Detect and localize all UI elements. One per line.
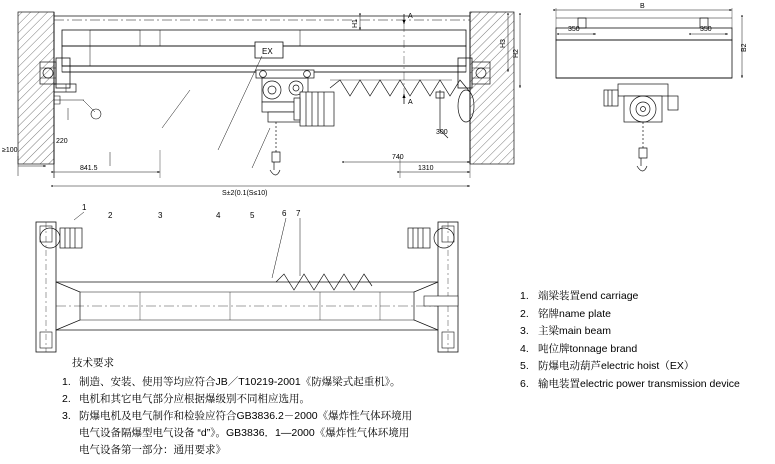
legend-item-number: 4. xyxy=(520,342,529,355)
callout-3-front: 3 xyxy=(158,211,163,220)
note-text: 制造、安装、使用等均应符合JB／T10219-2001《防爆梁式起重机》。 xyxy=(79,376,401,388)
dim-1310: 1310 xyxy=(418,165,434,172)
note-continuation-line: 电气设备第一部分：通用要求》 xyxy=(79,444,226,456)
dim-740: 740 xyxy=(392,154,404,161)
dim-span: S±2(0.1(S≤10) xyxy=(222,190,268,197)
dim-841-5: 841.5 xyxy=(80,165,98,172)
note-item xyxy=(62,391,462,408)
legend-item xyxy=(520,288,770,306)
callout-4-front: 4 xyxy=(216,211,221,220)
note-number: 3. xyxy=(62,410,71,422)
dim-h1: H1 xyxy=(352,19,359,28)
note-number: 2. xyxy=(62,393,71,405)
note-item xyxy=(62,408,462,425)
callout-2-front: 2 xyxy=(108,211,113,220)
legend-item-label: 输电装置electric power transmission device xyxy=(538,377,740,390)
legend-item xyxy=(520,376,770,394)
callout-6-plan: 6 xyxy=(282,209,287,218)
part-legend xyxy=(520,288,770,393)
note-text: 防爆电机及电气制作和检验应符合GB3836.2－2000《爆炸性气体环境用 xyxy=(79,410,413,422)
dim-300: 300 xyxy=(436,129,448,136)
dim-220: 220 xyxy=(56,138,68,145)
legend-item xyxy=(520,323,770,341)
technical-requirements-block xyxy=(62,355,462,459)
legend-item xyxy=(520,306,770,324)
note-item xyxy=(62,374,462,391)
legend-item-number: 3. xyxy=(520,325,529,337)
label-ex-plate: EX xyxy=(262,47,273,56)
legend-item-label: 主梁main beam xyxy=(538,325,611,337)
callout-7-plan: 7 xyxy=(296,209,301,218)
legend-item-number: 5. xyxy=(520,360,529,372)
note-number: 1. xyxy=(62,376,71,388)
notes-title: 技术要求 xyxy=(72,357,114,369)
legend-item-label: 端梁装置end carriage xyxy=(538,290,639,302)
legend-item-label: 吨位牌tonnage brand xyxy=(538,342,638,355)
dim-ge100: ≥100 xyxy=(2,147,18,154)
dim-b: B xyxy=(640,3,645,10)
legend-item-label: 铭牌name plate xyxy=(538,307,611,320)
dim-b2: B2 xyxy=(741,43,748,52)
note-continuation-line: 电气设备隔爆型电气设备 “d”》。GB3836．1—2000《爆炸性气体环境用 xyxy=(79,427,410,439)
legend-item-label: 防爆电动葫芦electric hoist（EX） xyxy=(538,360,695,372)
note-text: 电机和其它电气部分应根据爆级别不同相应选用。 xyxy=(79,393,310,405)
callout-1-plan: 1 xyxy=(82,203,87,212)
dim-350-left: 350 xyxy=(568,26,580,33)
legend-item-number: 2. xyxy=(520,307,529,320)
callout-5-front: 5 xyxy=(250,211,255,220)
dim-h3: H3 xyxy=(500,39,507,48)
section-mark-a-bottom: A xyxy=(408,99,413,106)
section-mark-a-top: A xyxy=(408,13,413,20)
legend-item-number: 1. xyxy=(520,290,529,302)
legend-item-number: 6. xyxy=(520,377,529,390)
legend-item xyxy=(520,358,770,376)
dim-350-right: 350 xyxy=(700,26,712,33)
legend-item xyxy=(520,341,770,359)
dim-h2: H2 xyxy=(513,49,520,58)
